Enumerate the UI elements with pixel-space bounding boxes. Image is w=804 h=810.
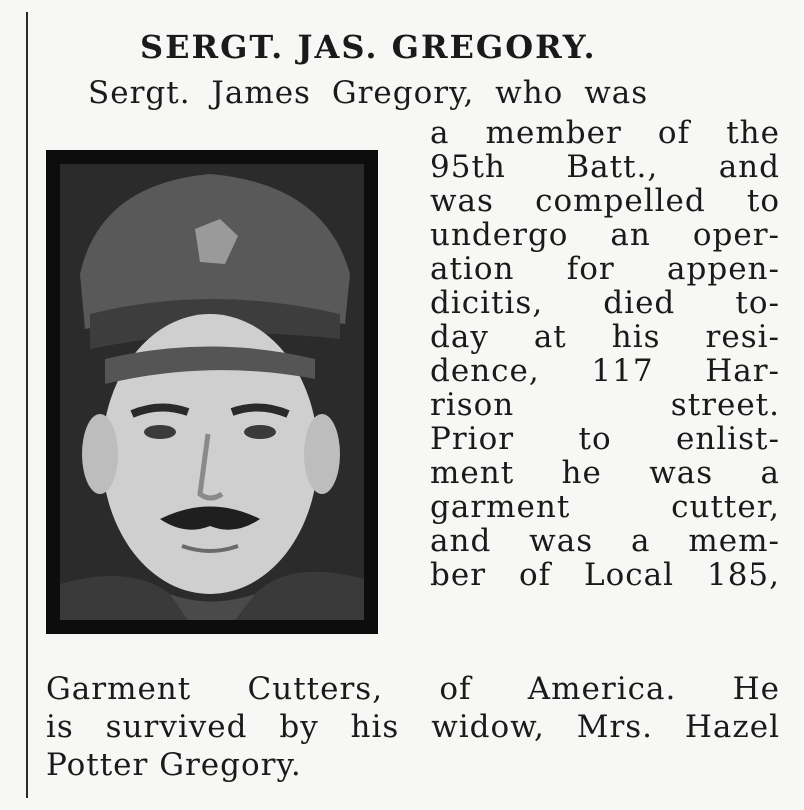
text-line: day at his resi- <box>430 319 780 355</box>
text-line: and was a mem- <box>430 523 780 559</box>
headline: SERGT. JAS. GREGORY. <box>140 28 597 66</box>
right-column-text <box>430 116 780 592</box>
text-line: garment cutter, <box>430 489 780 525</box>
bottom-line-3: Potter Gregory. <box>46 747 302 783</box>
text-line: a member of the <box>430 115 780 151</box>
text-line: ation for appen- <box>430 251 780 287</box>
text-line: was compelled to <box>430 183 780 219</box>
text-line: 95th Batt., and <box>430 149 780 185</box>
portrait-photo <box>46 150 378 634</box>
text-line: ber of Local 185, <box>430 557 780 593</box>
text-line: Prior to enlist- <box>430 421 780 457</box>
bottom-line-1: Garment Cutters, of America. He <box>46 671 780 707</box>
column-rule <box>26 12 28 798</box>
text-line: rison street. <box>430 387 780 423</box>
text-line: ment he was a <box>430 455 780 491</box>
bottom-line-2: is survived by his widow, Mrs. Hazel <box>46 709 780 745</box>
intro-line: Sergt. James Gregory, who was <box>88 75 649 111</box>
text-line: dicitis, died to- <box>430 285 780 321</box>
text-line: undergo an oper- <box>430 217 780 253</box>
text-line: dence, 117 Har- <box>430 353 780 389</box>
portrait-image <box>60 164 364 620</box>
